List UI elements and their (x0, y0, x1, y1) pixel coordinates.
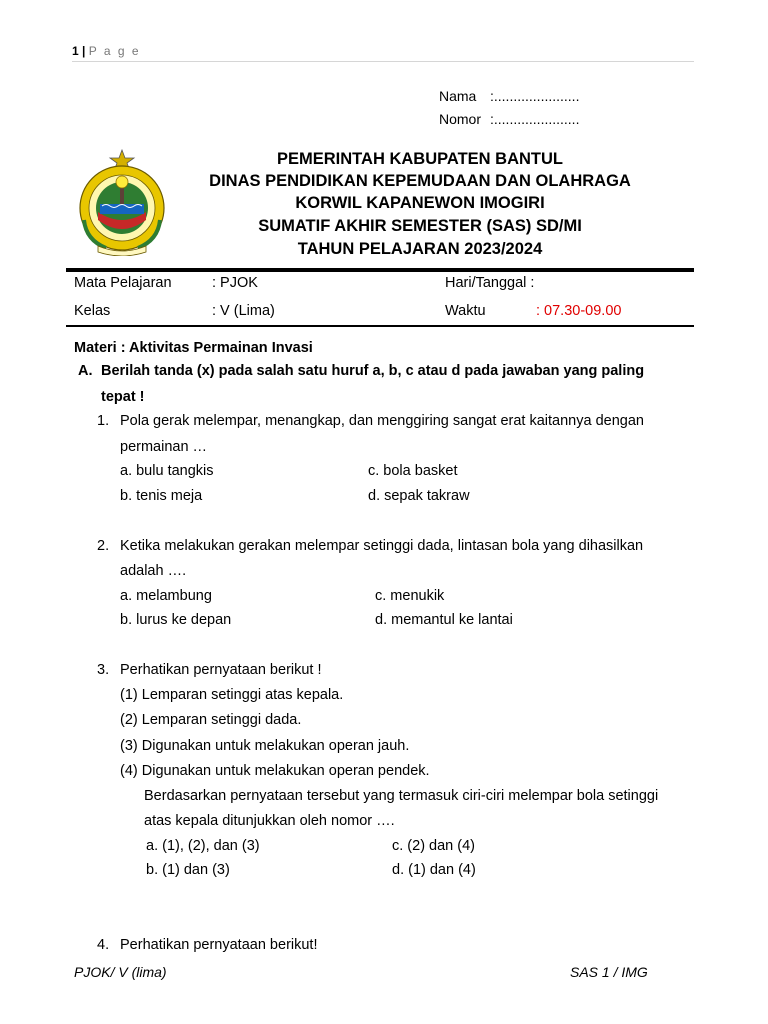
section-instruction-line2: tepat ! (101, 389, 145, 405)
header-divider (72, 61, 694, 62)
section-letter: A. (78, 363, 93, 379)
question-1-text-line1: Pola gerak melempar, menangkap, dan menggiring sangat erat kaitannya dengan (120, 413, 644, 429)
question-4-text-line1: Perhatikan pernyataan berikut! (120, 937, 318, 953)
title-year: TAHUN PELAJARAN 2023/2024 (297, 240, 543, 258)
question-3-statement-3: (3) Digunakan untuk melakukan operan jauh. (120, 738, 410, 754)
number-label: Nomor (439, 111, 482, 127)
question-1-option-c[interactable]: c. bola basket (368, 463, 458, 479)
question-4-number: 4. (97, 937, 110, 953)
time-value: : 07.30-09.00 (536, 303, 622, 319)
footer-left: PJOK/ V (lima) (74, 964, 167, 980)
time-label: Waktu (445, 303, 486, 319)
question-2-option-a[interactable]: a. melambung (120, 588, 212, 604)
number-field[interactable]: :...................... (490, 111, 580, 127)
question-3-option-a[interactable]: a. (1), (2), dan (3) (146, 838, 260, 854)
question-2-text-line2: adalah …. (120, 563, 187, 579)
question-2-text-line1: Ketika melakukan gerakan melempar setinggi dada, lintasan bola yang dihasilkan (120, 538, 644, 554)
info-rule (66, 325, 694, 327)
question-3-prompt-line2: atas kepala ditunjukkan oleh nomor …. (144, 813, 395, 829)
question-3-option-c[interactable]: c. (2) dan (4) (392, 838, 475, 854)
subject-value: : PJOK (212, 275, 258, 291)
page-number: 1 (72, 44, 79, 58)
question-3-text-line1: Perhatikan pernyataan berikut ! (120, 662, 322, 678)
section-instruction-line1: Berilah tanda (x) pada salah satu huruf a, b, c atau d pada jawaban yang paling (101, 363, 645, 379)
question-1-text-line2: permainan … (120, 439, 208, 455)
title-region: KORWIL KAPANEWON IMOGIRI (295, 194, 545, 212)
question-2-option-c[interactable]: c. menukik (375, 588, 445, 604)
question-2-option-b[interactable]: b. lurus ke depan (120, 612, 232, 628)
name-field[interactable]: :...................... (490, 88, 580, 104)
question-2-option-d[interactable]: d. memantul ke lantai (375, 612, 513, 628)
title-department: DINAS PENDIDIKAN KEPEMUDAAN DAN OLAHRAGA (209, 172, 631, 190)
question-3-prompt-line1: Berdasarkan pernyataan tersebut yang termasuk ciri-ciri melempar bola setinggi (144, 788, 659, 804)
question-1-option-d[interactable]: d. sepak takraw (368, 488, 470, 504)
title-rule-thick (66, 268, 694, 272)
class-label: Kelas (74, 303, 111, 319)
day-date-label: Hari/Tanggal : (445, 275, 535, 291)
question-3-option-b[interactable]: b. (1) dan (3) (146, 862, 230, 878)
class-value: : V (Lima) (212, 303, 275, 319)
question-1-option-b[interactable]: b. tenis meja (120, 488, 203, 504)
question-3-statement-2: (2) Lemparan setinggi dada. (120, 712, 302, 728)
page-label: P a g e (88, 44, 141, 58)
question-3-statement-4: (4) Digunakan untuk melakukan operan pendek. (120, 763, 430, 779)
material-heading: Materi : Aktivitas Permainan Invasi (74, 340, 313, 356)
title-government: PEMERINTAH KABUPATEN BANTUL (277, 150, 563, 168)
question-3-number: 3. (97, 662, 110, 678)
footer-right: SAS 1 / IMG (570, 964, 648, 980)
question-1-option-a[interactable]: a. bulu tangkis (120, 463, 214, 479)
question-2-number: 2. (97, 538, 110, 554)
question-3-option-d[interactable]: d. (1) dan (4) (392, 862, 476, 878)
name-label: Nama (439, 88, 477, 104)
subject-label: Mata Pelajaran (74, 275, 172, 291)
question-1-number: 1. (97, 413, 110, 429)
page-separator: | (78, 44, 89, 58)
question-3-statement-1: (1) Lemparan setinggi atas kepala. (120, 687, 344, 703)
title-exam: SUMATIF AKHIR SEMESTER (SAS) SD/MI (258, 217, 582, 235)
page-number-header (72, 44, 141, 58)
